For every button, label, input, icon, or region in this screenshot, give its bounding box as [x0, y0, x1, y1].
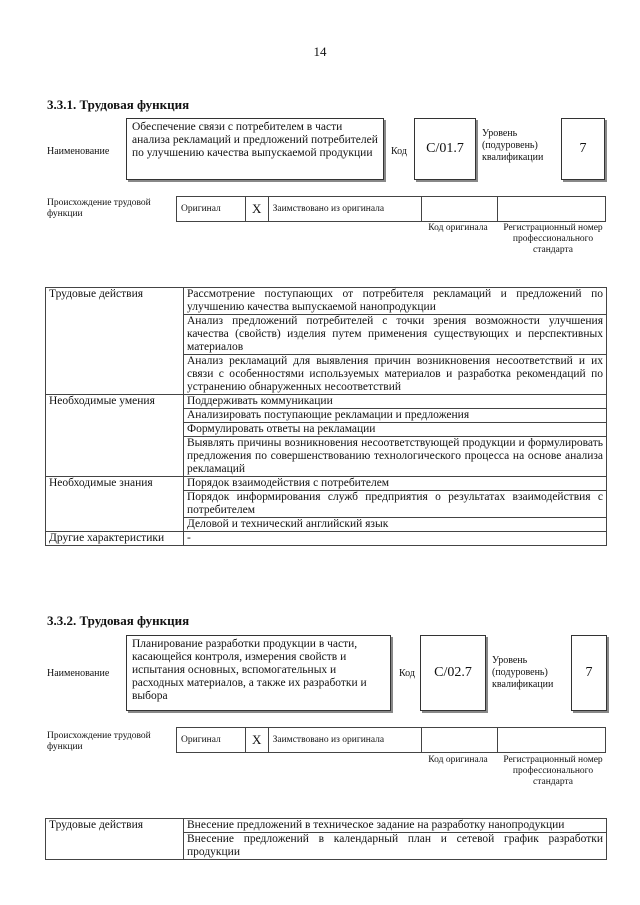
original-mark: X: [245, 197, 268, 222]
function-name-box: Планирование разработки продукции в части, касающейся контроля, измерения свойств и испытания основных, вспомогательных и расходных материалов, а также их разработки и выбора: [126, 635, 391, 711]
action-item: Внесение предложений в календарный план и сетевой график разработки продукции: [184, 833, 607, 860]
origin-table: [176, 196, 606, 222]
name-label: Наименование: [47, 146, 110, 157]
code-original-label: Код оригинала: [428, 755, 488, 765]
knowledge-label: Необходимые знания: [46, 477, 184, 532]
action-item: Рассмотрение поступающих от потребителя рекламаций и предложений по улучшению качества выпускаемой нанопродукции: [184, 288, 607, 315]
knowledge-item: Деловой и технический английский язык: [184, 518, 607, 532]
skill-item: Выявлять причины возникновения несоответствующей продукции и формулировать предложения по совершенствованию технологического процесса на основе анализа рекламаций: [184, 437, 607, 477]
table-row: [46, 395, 607, 409]
table-row: [46, 288, 607, 315]
actions-label: Трудовые действия: [46, 288, 184, 395]
code-original-cell: [422, 197, 498, 222]
code-box: С/01.7: [414, 118, 476, 180]
function-name-box: Обеспечение связи с потребителем в части анализа рекламаций и предложений потребителей по улучшению качества выпускаемой продукции: [126, 118, 384, 180]
table-row: [46, 477, 607, 491]
action-item: Внесение предложений в техническое задание на разработку нанопродукции: [184, 819, 607, 833]
borrowed-label: Заимствовано из оригинала: [268, 728, 422, 753]
code-original-cell: [422, 728, 498, 753]
level-box: 7: [561, 118, 605, 180]
code-original-label: Код оригинала: [428, 223, 488, 233]
code-label: Код: [399, 668, 415, 679]
reg-number-cell: [498, 728, 606, 753]
level-label: Уровень (подуровень) квалификации: [482, 128, 544, 163]
table-row: [46, 819, 607, 833]
section-title: 3.3.1. Трудовая функция: [47, 97, 190, 112]
page-number: 14: [313, 44, 327, 59]
action-item: Анализ предложений потребителей с точки зрения возможности улучшения качества (свойств) изделия путем применения существующих и перспективных материалов: [184, 315, 607, 355]
section-title: 3.3.2. Трудовая функция: [47, 613, 190, 628]
borrowed-label: Заимствовано из оригинала: [268, 197, 422, 222]
other-item: -: [184, 532, 607, 546]
skill-item: Анализировать поступающие рекламации и предложения: [184, 409, 607, 423]
original-label: Оригинал: [177, 728, 246, 753]
origin-table: [176, 727, 606, 753]
function-table: [45, 818, 607, 860]
skills-label: Необходимые умения: [46, 395, 184, 477]
level-box: 7: [571, 635, 607, 711]
code-label: Код: [391, 146, 407, 157]
reg-number-label: Регистрационный номер профессионального стандарта: [503, 755, 603, 787]
level-label: Уровень (подуровень) квалификации: [492, 655, 554, 690]
origin-label: Происхождение трудовой функции: [47, 731, 151, 752]
knowledge-item: Порядок взаимодействия с потребителем: [184, 477, 607, 491]
other-label: Другие характеристики: [46, 532, 184, 546]
table-row: [46, 532, 607, 546]
original-label: Оригинал: [177, 197, 246, 222]
skill-item: Формулировать ответы на рекламации: [184, 423, 607, 437]
reg-number-label: Регистрационный номер профессионального стандарта: [503, 223, 603, 255]
knowledge-item: Порядок информирования служб предприятия о результатах взаимодействия с потребителем: [184, 491, 607, 518]
skill-item: Поддерживать коммуникации: [184, 395, 607, 409]
origin-label: Происхождение трудовой функции: [47, 198, 151, 219]
original-mark: X: [245, 728, 268, 753]
actions-label: Трудовые действия: [46, 819, 184, 860]
reg-number-cell: [498, 197, 606, 222]
name-label: Наименование: [47, 668, 110, 679]
function-table: [45, 287, 607, 546]
action-item: Анализ рекламаций для выявления причин возникновения несоответствий и их связи с особенностями используемых материалов и разработка рекомендаций по устранению обнаруженных несоответствий: [184, 355, 607, 395]
code-box: С/02.7: [420, 635, 486, 711]
